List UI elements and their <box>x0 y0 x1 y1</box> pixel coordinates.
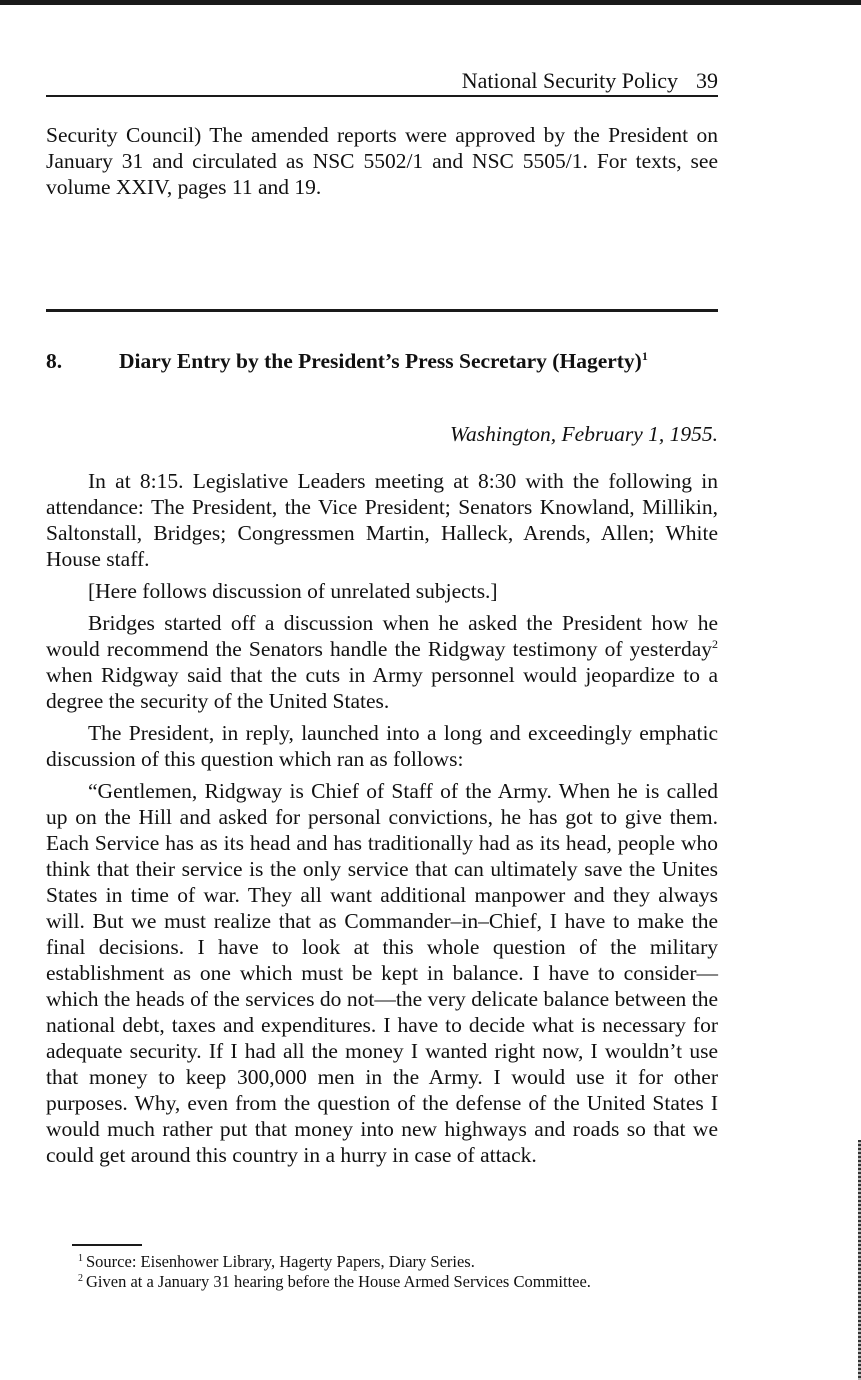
document-title: Diary Entry by the President’s Press Secretary (Hagerty) <box>119 349 642 373</box>
document-number: 8. <box>46 349 63 373</box>
continuation-paragraph: Security Council) The amended reports were approved by the President on January 31 and circulated as NSC 5502/1 and NSC 5505/1. For texts, see volume XXIV, pages 11 and 19. <box>46 123 718 199</box>
paragraph-bridges <box>46 610 718 714</box>
paragraph-president-reply: The President, in reply, launched into a long and exceedingly emphatic discussion of this question which ran as follows: <box>46 721 718 771</box>
section-divider <box>46 309 718 312</box>
footnotes <box>78 1252 718 1292</box>
document-heading <box>46 346 718 376</box>
running-head <box>46 66 718 97</box>
running-title: National Security Policy <box>461 68 678 93</box>
paragraph-attendance: In at 8:15. Legislative Leaders meeting at 8:30 with the following in attendance: The President, the Vice President; Senators Knowland, Millikin, Saltonstall, Bridges; Congressmen Martin, Halleck, Arends, Allen; White House staff. <box>46 469 718 571</box>
paragraph-editorial-note: [Here follows discussion of unrelated subjects.] <box>88 579 498 603</box>
paragraph-president-quote: “Gentlemen, Ridgway is Chief of Staff of the Army. When he is called up on the Hill and asked for personal convictions, he has got to give them. Each Service has as its head and has traditionally had as its head, people who think that their service is the only service that can ultimately save the Unites States in time of war. They all want additional manpower and they always will. But we must realize that as Commander–in–Chief, I have to make the final decisions. I have to look at this whole question of the military establishment as one which must be kept in balance. I have to consider—which the heads of the services do not—the very delicate balance between the national debt, taxes and expenditures. I have to decide what is necessary for adequate security. If I had all the money I wanted right now, I wouldn’t use that money to keep 300,000 men in the Army. I would use it for other purposes. Why, even from the question of the defense of the United States I would much rather put that money into new highways and roads so that we could get around this country in a hurry in case of attack. <box>46 779 718 1167</box>
footnote-rule <box>72 1244 142 1246</box>
footnote-ref-2: 2 <box>712 636 718 651</box>
dateline: Washington, February 1, 1955. <box>450 422 718 446</box>
footnote-1 <box>78 1252 718 1272</box>
footnote-1-text: Source: Eisenhower Library, Hagerty Papers, Diary Series. <box>86 1252 475 1271</box>
page-number: 39 <box>696 68 718 93</box>
footnote-1-mark: 1 <box>78 1252 83 1264</box>
footnote-2-mark: 2 <box>78 1272 83 1284</box>
paragraph-bridges-start: Bridges started off a discussion when he asked the President how he would recommend the Senators handle the Ridgway testimony of yesterday <box>46 611 718 661</box>
paragraph-bridges-end: when Ridgway said that the cuts in Army personnel would jeopardize to a degree the security of the United States. <box>46 663 718 713</box>
footnote-ref-1: 1 <box>641 348 648 363</box>
body-text <box>46 468 718 1174</box>
footnote-2-text: Given at a January 31 hearing before the House Armed Services Committee. <box>86 1272 591 1291</box>
footnote-2 <box>78 1272 718 1292</box>
page-top-edge <box>0 0 861 5</box>
